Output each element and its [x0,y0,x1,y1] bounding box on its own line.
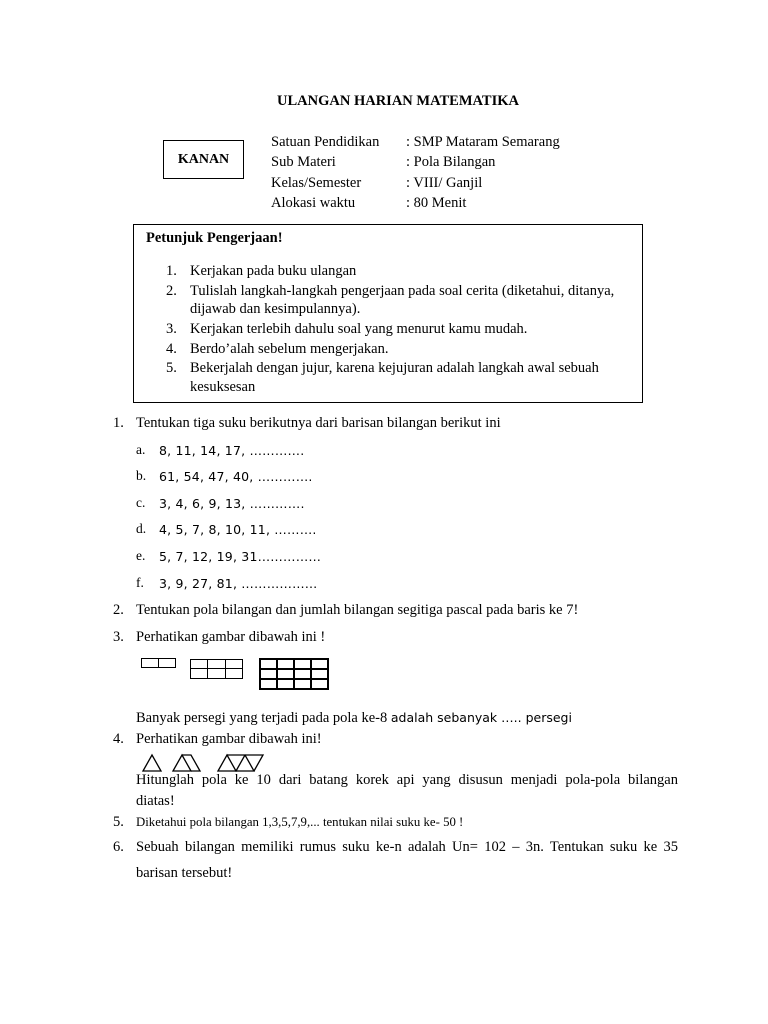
triangle-shape [182,755,200,771]
sub-question-label: e. [136,548,146,563]
info-label-satuan: Satuan Pendidikan [271,134,380,150]
question-number: 5. [113,814,124,830]
info-label-waktu: Alokasi waktu [271,195,356,211]
instruction-text: Kerjakan pada buku ulangan [190,263,357,279]
question-number: 3. [113,629,124,645]
info-label-submateri: Sub Materi [271,154,336,170]
kanan-badge [163,140,244,179]
question-text: Perhatikan gambar dibawah ini! [136,731,322,747]
question-number: 4. [113,731,124,747]
question-number: 2. [113,602,124,618]
instruction-number: 2. [166,283,177,299]
instruction-text-cont: kesuksesan [190,379,256,395]
matchstick-triangles-figure [140,753,270,773]
sub-question-label: b. [136,468,147,483]
instructions-title: Petunjuk Pengerjaan! [146,230,283,246]
triangle-shape [218,755,236,771]
square-shape [190,668,208,679]
instruction-number: 1. [166,263,177,279]
question-text: Diketahui pola bilangan 1,3,5,7,9,... tentukan nilai suku ke- 50 ! [136,815,464,829]
instruction-text: Kerjakan terlebih dahulu soal yang menurut kamu mudah. [190,321,528,337]
answer-prompt-blank: adalah sebanyak ….. persegi [390,710,572,725]
sub-question-sequence: 8, 11, 14, 17, …………. [159,443,305,458]
square-shape [141,658,159,668]
sub-question-label: f. [136,575,144,590]
sub-question-sequence: 5, 7, 12, 19, 31…………… [159,549,322,564]
sub-question-sequence: 61, 54, 47, 40, …………. [159,469,313,484]
instruction-text: Bekerjalah dengan jujur, karena kejujuran adalah langkah awal sebuah [190,360,599,376]
sub-question-sequence: 4, 5, 7, 8, 10, 11, ………. [159,522,317,537]
instruction-text-cont: dijawab dan kesimpulannya). [190,301,361,317]
question-answer-prompt [136,710,572,727]
question-text: Sebuah bilangan memiliki rumus suku ke-n adalah Un= 102 – 3n. Tentukan suku ke 35 [136,839,678,855]
triangle-shape [143,755,161,771]
question-number: 6. [113,839,124,855]
info-value-submateri: : Pola Bilangan [406,154,496,170]
instruction-number: 4. [166,341,177,357]
sub-question-sequence: 3, 4, 6, 9, 13, …………. [159,496,305,511]
kanan-label: KANAN [177,151,230,167]
info-value-waktu: : 80 Menit [406,195,467,211]
instruction-text: Berdo’alah sebelum mengerjakan. [190,341,389,357]
sub-question-sequence: 3, 9, 27, 81, ……………… [159,576,318,591]
triangle-shape [173,755,191,771]
question-text: Perhatikan gambar dibawah ini ! [136,629,326,645]
square-shape [207,668,226,679]
question-text-cont: barisan tersebut! [136,865,233,881]
page-title: ULANGAN HARIAN MATEMATIKA [277,93,519,109]
info-value-satuan: : SMP Mataram Semarang [406,134,560,150]
sub-question-label: d. [136,521,147,536]
triangle-shape [245,755,263,771]
question-detail-cont: diatas! [136,793,175,809]
square-shape [158,658,176,668]
question-detail: Hitunglah pola ke 10 dari batang korek api yang disusun menjadi pola-pola bilangan [136,772,678,788]
question-text: Tentukan tiga suku berikutnya dari barisan bilangan berikut ini [136,415,501,431]
instruction-text: Tulislah langkah-langkah pengerjaan pada soal cerita (diketahui, ditanya, [190,283,615,299]
sub-question-label: a. [136,442,146,457]
instruction-number: 3. [166,321,177,337]
question-text: Tentukan pola bilangan dan jumlah bilangan segitiga pascal pada baris ke 7! [136,602,579,618]
info-label-kelas: Kelas/Semester [271,175,362,191]
square-shape [225,668,243,679]
info-value-kelas: : VIII/ Ganjil [406,175,483,191]
answer-prompt-text: Banyak persegi yang terjadi pada pola ke-8 [136,710,388,726]
instruction-number: 5. [166,360,177,376]
sub-question-label: c. [136,495,146,510]
square-shape [310,678,329,690]
question-number: 1. [113,415,124,431]
